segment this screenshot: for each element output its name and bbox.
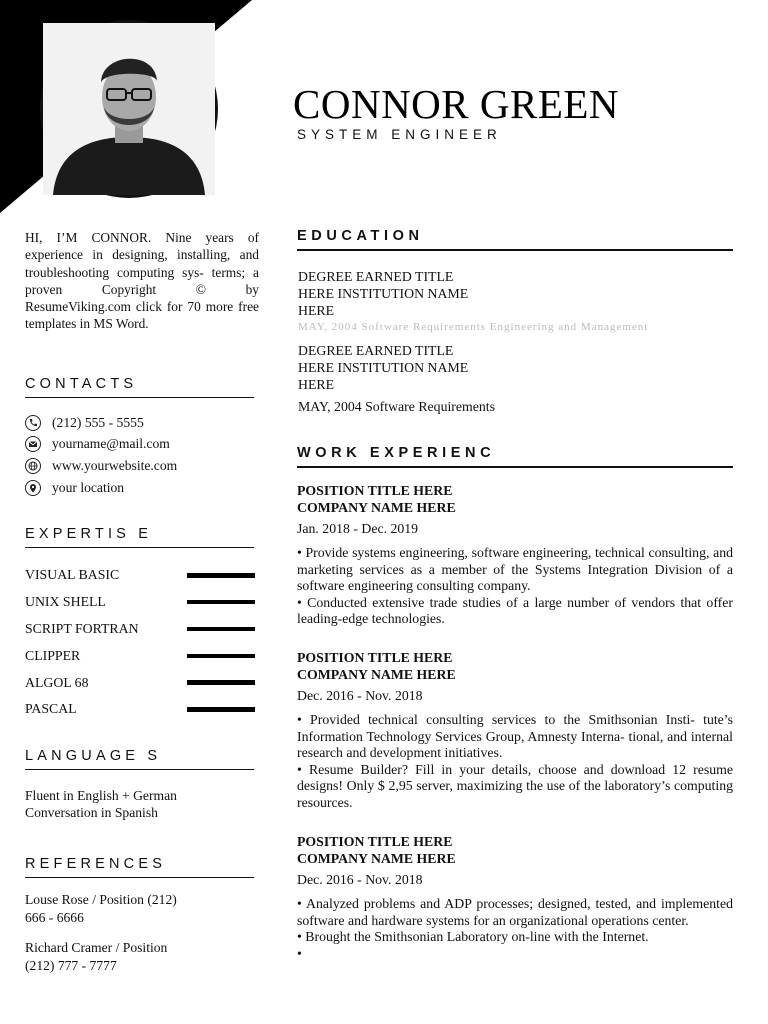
- languages-list: [25, 787, 265, 821]
- skill-label: PASCAL: [25, 701, 77, 717]
- location-icon: [25, 480, 41, 496]
- globe-icon: [25, 458, 41, 474]
- skill-row: [25, 669, 255, 696]
- reference-item: [25, 939, 265, 974]
- contacts-heading: CONTACTS: [25, 376, 254, 398]
- full-name: CONNOR GREEN: [293, 81, 620, 127]
- expertise-list: [25, 562, 255, 723]
- job-bullet: • Conducted extensive trade studies of a large number of vendors that offer leading-edge technologies.: [297, 594, 733, 627]
- contact-phone[interactable]: [25, 412, 265, 434]
- profile-photo: [43, 23, 215, 195]
- job-bullets: [297, 545, 733, 628]
- contacts-list: [25, 412, 265, 498]
- institution-name-cont: HERE: [298, 377, 335, 392]
- skill-bar: [187, 627, 255, 632]
- skill-label: VISUAL BASIC: [25, 567, 120, 583]
- position-title: POSITION TITLE HERE: [297, 834, 453, 849]
- job-entry: [297, 649, 733, 812]
- education-entry: [298, 268, 734, 333]
- skill-row: [25, 562, 255, 589]
- skill-row: [25, 616, 255, 643]
- intro-text: HI, I’M CONNOR. Nine years of experience in designing, installing, and troubleshooting computing sys- terms; a proven Copyright © by ResumeViking.com click for 70 more free templates in MS Word.: [25, 230, 259, 332]
- skill-label: SCRIPT FORTRAN: [25, 620, 139, 636]
- references-heading: REFERENCES: [25, 856, 254, 878]
- skill-label: CLIPPER: [25, 647, 81, 663]
- company-name: COMPANY NAME HERE: [297, 667, 456, 682]
- job-bullet: • Resume Builder? Fill in your details, choose and download 12 resume designs! Only $ 2,95 server, maximizing the use of the laboratory’s computing resources.: [297, 761, 733, 810]
- skill-label: UNIX SHELL: [25, 594, 106, 610]
- reference-item: [25, 891, 265, 926]
- skill-row: [25, 696, 255, 723]
- reference-line: (212) 777 - 7777: [25, 957, 117, 973]
- job-entry: [297, 833, 733, 962]
- skill-bar: [187, 654, 255, 659]
- job-title: SYSTEM ENGINEER: [297, 127, 502, 142]
- institution-name: HERE INSTITUTION NAME: [298, 286, 469, 301]
- education-details: MAY, 2004 Software Requirements: [298, 399, 495, 414]
- job-bullet: • Provide systems engineering, software engineering, technical consulting, and marketing services as a member of the Systems Integration Division of a software engineering consulting company.: [297, 545, 733, 594]
- degree-title: DEGREE EARNED TITLE: [298, 343, 454, 358]
- job-bullet: • Analyzed problems and ADP processes; designed, tested, and implemented software and hardware systems for an organizational operations center.: [297, 896, 733, 928]
- skill-bar: [187, 573, 255, 578]
- email-icon: [25, 436, 41, 452]
- skill-bar: [187, 707, 255, 712]
- languages-heading: LANGUAGE S: [25, 748, 254, 770]
- degree-title: DEGREE EARNED TITLE: [298, 269, 454, 284]
- company-name: COMPANY NAME HERE: [297, 851, 456, 866]
- references-list: [25, 891, 265, 987]
- contact-email[interactable]: [25, 434, 265, 456]
- reference-line: Richard Cramer / Position: [25, 940, 168, 955]
- education-details: MAY, 2004 Software Requirements Engineering and Management: [298, 321, 649, 333]
- company-name: COMPANY NAME HERE: [297, 500, 456, 515]
- reference-line: 666 - 6666: [25, 909, 84, 925]
- work-heading: WORK EXPERIENC: [297, 445, 733, 468]
- job-dates: Dec. 2016 - Nov. 2018: [297, 688, 423, 703]
- position-title: POSITION TITLE HERE: [297, 483, 453, 498]
- job-bullets: [297, 712, 733, 812]
- contact-location-text: your location: [52, 479, 125, 495]
- contact-email-text: yourname@mail.com: [52, 436, 170, 452]
- job-bullet: •: [297, 945, 302, 961]
- position-title: POSITION TITLE HERE: [297, 650, 453, 665]
- contact-location[interactable]: [25, 477, 265, 499]
- skill-bar: [187, 680, 255, 685]
- job-bullets: [297, 896, 733, 962]
- expertise-heading: EXPERTIS E: [25, 526, 254, 548]
- skill-row: [25, 642, 255, 669]
- skill-bar: [187, 600, 255, 605]
- institution-name: HERE INSTITUTION NAME: [298, 360, 469, 375]
- skill-label: ALGOL 68: [25, 674, 89, 690]
- contact-website[interactable]: [25, 455, 265, 477]
- language-line: Conversation in Spanish: [25, 805, 158, 820]
- skill-row: [25, 589, 255, 616]
- job-bullet: • Brought the Smithsonian Laboratory on-line with the Internet.: [297, 929, 649, 945]
- reference-line: Louse Rose / Position (212): [25, 892, 177, 907]
- job-dates: Dec. 2016 - Nov. 2018: [297, 872, 423, 887]
- language-line: Fluent in English + German: [25, 788, 177, 803]
- job-entry: [297, 482, 733, 628]
- job-dates: Jan. 2018 - Dec. 2019: [297, 521, 419, 536]
- contact-website-text: www.yourwebsite.com: [52, 457, 178, 473]
- education-entry: [298, 342, 734, 415]
- institution-name-cont: HERE: [298, 303, 335, 318]
- contact-phone-text: (212) 555 - 5555: [52, 414, 144, 430]
- phone-icon: [25, 415, 41, 431]
- education-heading: EDUCATION: [297, 228, 733, 251]
- job-bullet: • Provided technical consulting services to the Smithsonian Insti- tute’s Information Technology Services Group, Amnesty Interna- tional, and internal research and development initiatives.: [297, 712, 733, 761]
